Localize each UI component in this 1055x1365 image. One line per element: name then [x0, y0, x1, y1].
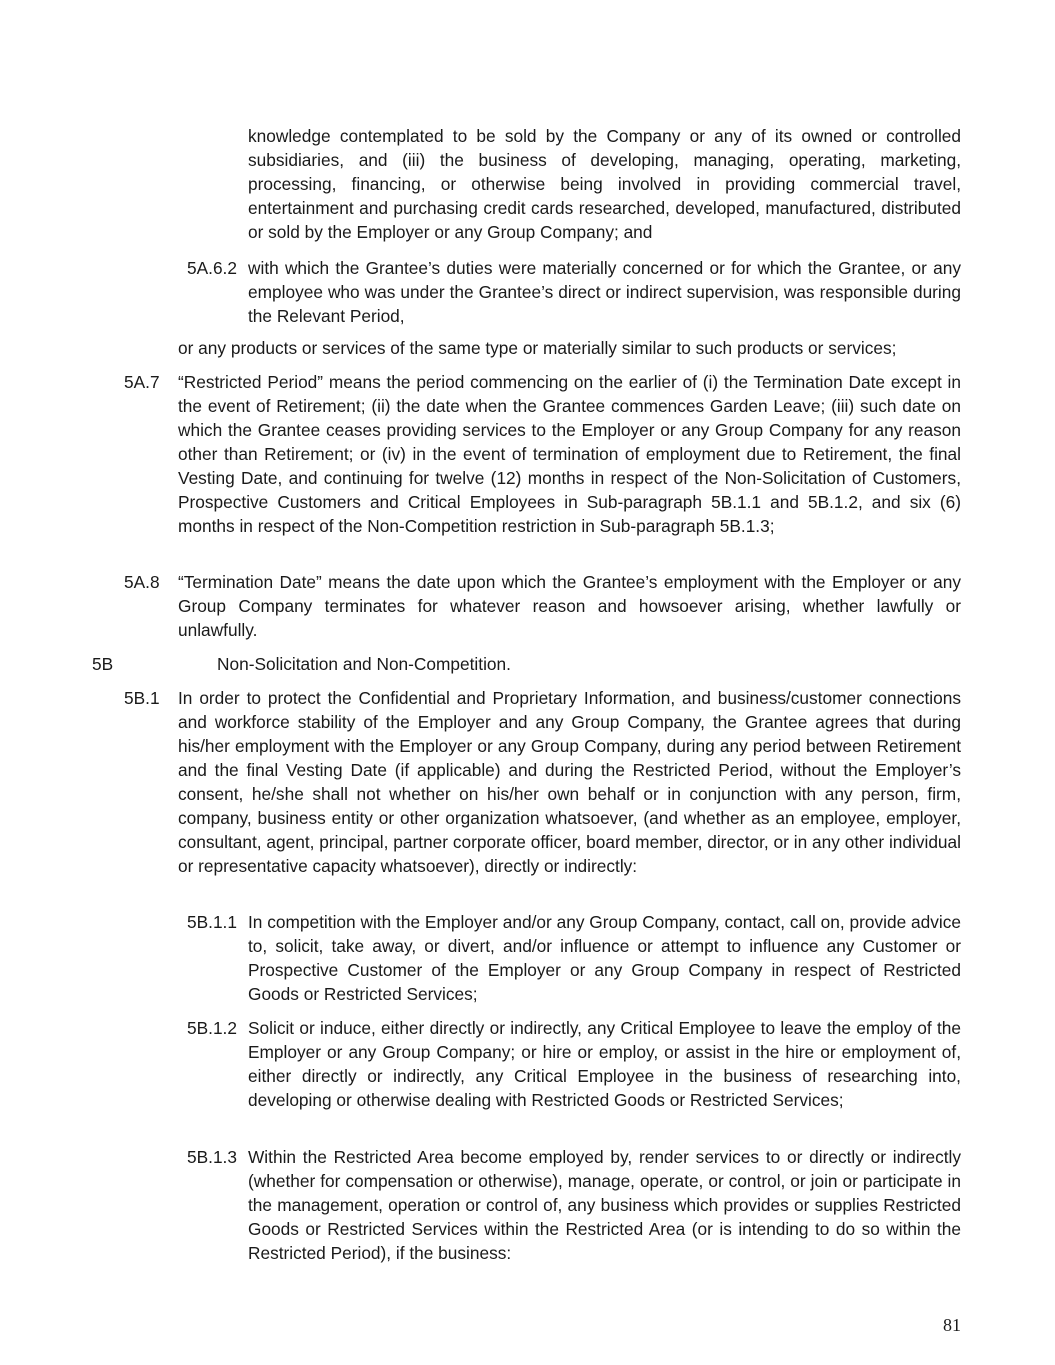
paragraph-text: or any products or services of the same type or materially similar to such products or services; [178, 338, 897, 358]
section-number-5b: 5B [92, 654, 114, 674]
section-text: Within the Restricted Area become employed by, render services to or directly or indirectly (whether for compensation or otherwise), manage, operate, or control, or join or participate in the management, operation or control of, any business which provides or supplies Restricted Goods or Restricted Services within the Restricted Area (or is intending to do so within the Restricted Period), if the business: [248, 1147, 961, 1263]
section-5a8 [178, 570, 961, 642]
section-heading-5b: Non-Solicitation and Non-Competition. [217, 654, 511, 674]
section-5b1 [178, 686, 961, 878]
section-5a62 [248, 256, 961, 328]
section-number-5a62: 5A.6.2 [187, 258, 237, 278]
section-number-5b11: 5B.1.1 [187, 912, 237, 932]
page-number: 81 [943, 1315, 961, 1335]
section-5b12 [248, 1016, 961, 1112]
section-text: “Restricted Period” means the period commencing on the earlier of (i) the Termination Date except in the event of Retirement; (ii) the date when the Grantee commences Garden Leave; (iii) such date on which the Grantee ceases providing services to the Employer or any Group Company for any reason other than Retirement; or (iv) in the event of termination of employment due to Retirement, the final Vesting Date, and continuing for twelve (12) months in respect of the Non-Solicitation of Customers, Prospective Customers and Critical Employees in Sub-paragraph 5B.1.1 and 5B.1.2, and six (6) months in respect of the Non-Competition restriction in Sub-paragraph 5B.1.3; [178, 372, 961, 536]
section-5a7 [178, 370, 961, 538]
paragraph-tail [178, 336, 961, 360]
section-number-5b12: 5B.1.2 [187, 1018, 237, 1038]
section-text: with which the Grantee’s duties were materially concerned or for which the Grantee, or any employee who was under the Grantee’s direct or indirect supervision, was responsible during the Relevant Period, [248, 258, 961, 326]
section-text: “Termination Date” means the date upon which the Grantee’s employment with the Employer or any Group Company terminates for whatever reason and howsoever arising, whether lawfully or unlawfully. [178, 572, 961, 640]
section-text: In order to protect the Confidential and Proprietary Information, and business/customer connections and workforce stability of the Employer and any Group Company, the Grantee agrees that during his/her employment with the Employer or any Group Company, during any period between Retirement and the final Vesting Date (if applicable) and during the Restricted Period, without the Employer’s consent, he/she shall not whether on his/her own behalf or in conjunction with any person, firm, company, business entity or other organization whatsoever, (and whether as an employee, employer, consultant, agent, principal, partner corporate officer, board member, director, or in any other individual or representative capacity whatsoever), directly or indirectly: [178, 688, 961, 876]
paragraph-continuation [248, 124, 961, 244]
section-number-5b13: 5B.1.3 [187, 1147, 237, 1167]
section-number-5b1: 5B.1 [124, 688, 160, 708]
section-5b13 [248, 1145, 961, 1265]
section-number-5a7: 5A.7 [124, 372, 160, 392]
section-5b11 [248, 910, 961, 1006]
paragraph-text: knowledge contemplated to be sold by the Company or any of its owned or controlled subsidiaries, and (iii) the business of developing, managing, operating, marketing, processing, financing, or otherwise being involved in providing commercial travel, entertainment and purchasing credit cards researched, developed, manufactured, distributed or sold by the Employer or any Group Company; and [248, 126, 961, 242]
section-text: In competition with the Employer and/or any Group Company, contact, call on, provide advice to, solicit, take away, or divert, and/or influence or attempt to influence any Customer or Prospective Customer of the Employer or any Group Company in respect of Restricted Goods or Restricted Services; [248, 912, 961, 1004]
section-number-5a8: 5A.8 [124, 572, 160, 592]
section-text: Solicit or induce, either directly or indirectly, any Critical Employee to leave the employ of the Employer or any Group Company; or hire or employ, or assist in the hire or employment of, either directly or indirectly, any Critical Employee in the business of researching into, developing or otherwise dealing with Restricted Goods or Restricted Services; [248, 1018, 961, 1110]
